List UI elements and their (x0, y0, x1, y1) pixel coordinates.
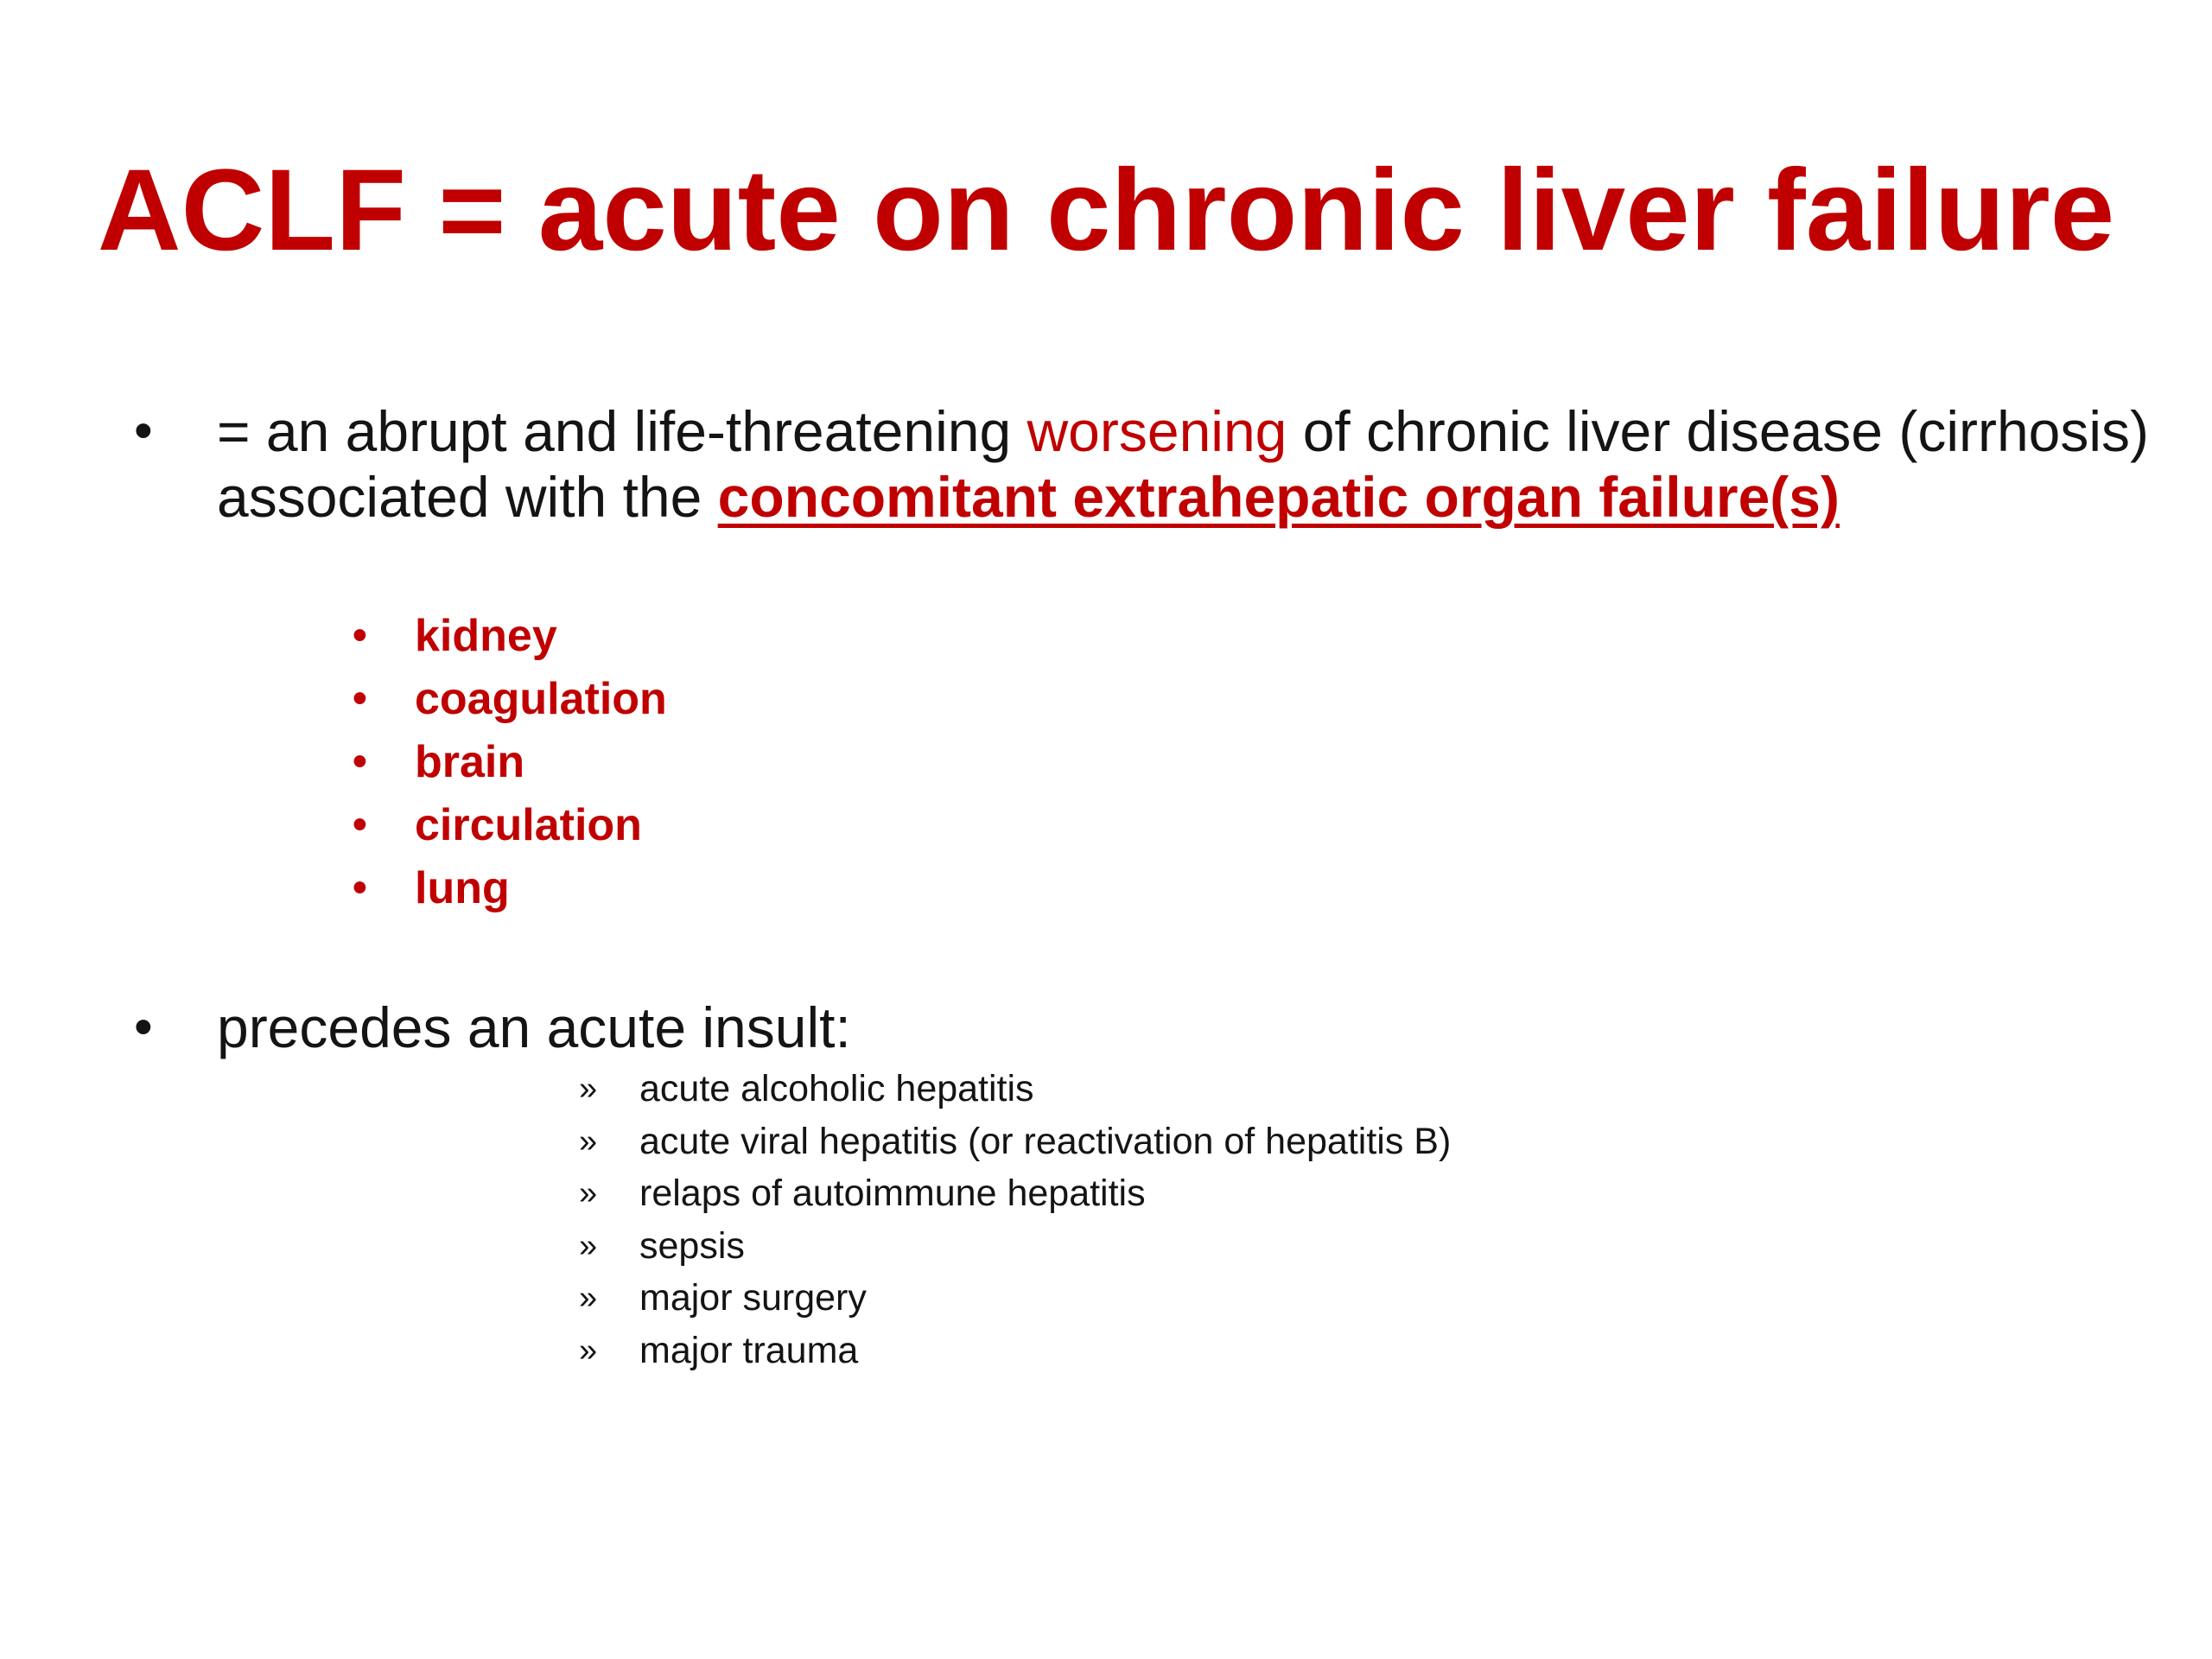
bullet-marker: • (134, 997, 153, 1057)
definition-highlight: concomitant extrahepatic organ failure(s) (717, 465, 1840, 529)
bullet-marker: • (353, 613, 367, 658)
organ-label: circulation (415, 800, 642, 850)
bullet-marker: • (353, 865, 367, 911)
chevron-marker-icon: » (579, 1332, 598, 1369)
insult-label: relaps of autoimmune hepatitis (639, 1173, 1146, 1214)
organ-label: kidney (415, 611, 557, 661)
organ-label: brain (415, 737, 525, 787)
chevron-marker-icon: » (579, 1175, 598, 1211)
insult-label: major surgery (639, 1277, 867, 1319)
chevron-marker-icon: » (579, 1122, 598, 1160)
bullet-marker: • (353, 802, 367, 848)
chevron-marker-icon: » (579, 1280, 598, 1316)
slide-title: ACLF = acute on chronic liver failure (97, 146, 2115, 275)
definition-text (217, 398, 2204, 530)
chevron-marker-icon: » (579, 1227, 598, 1264)
organ-label: lung (415, 863, 510, 913)
insult-label: acute viral hepatitis (or reactivation of hepatitis B) (639, 1120, 1452, 1162)
insult-label: acute alcoholic hepatitis (639, 1068, 1034, 1109)
insult-heading: precedes an acute insult: (217, 995, 851, 1059)
definition-prefix: = an abrupt and life-threatening (217, 399, 1027, 463)
insult-label: major trauma (639, 1329, 859, 1371)
bullet-marker: • (353, 676, 367, 721)
bullet-marker: • (353, 739, 367, 785)
bullet-marker: • (134, 401, 153, 461)
chevron-marker-icon: » (579, 1071, 598, 1107)
definition-emphasis: worsening (1027, 399, 1287, 463)
organ-label: coagulation (415, 674, 667, 724)
definition-middle: of chronic liver disease (cirrhosis) associated with the (217, 399, 2149, 529)
insult-label: sepsis (639, 1224, 745, 1267)
